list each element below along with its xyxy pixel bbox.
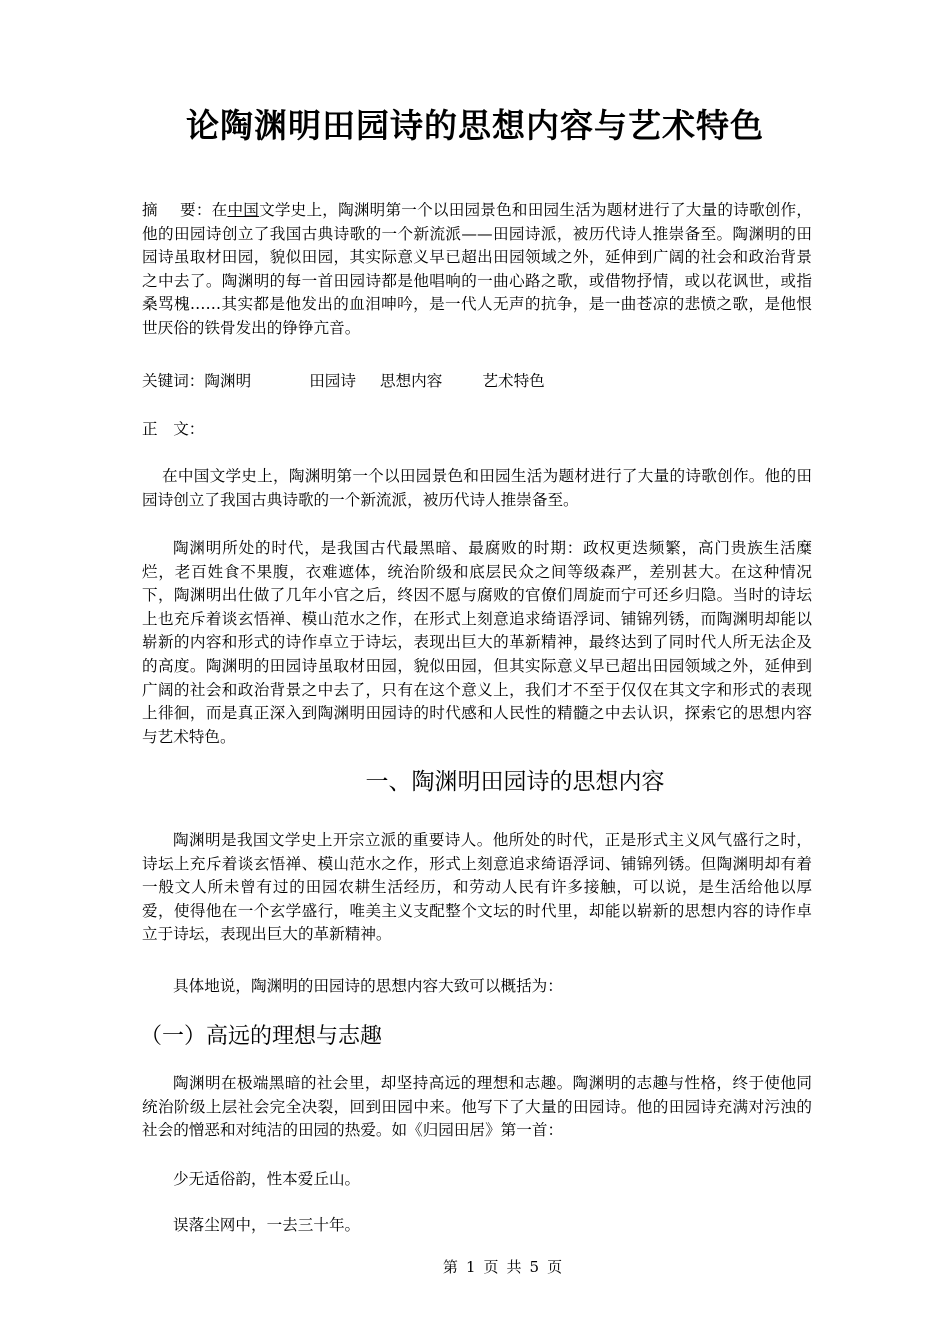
abstract-text: 文学史上，陶渊明第一个以田园景色和田园生活为题材进行了大量的诗歌创作，他的田园诗创立了我国古典诗歌的一个新流派——田园诗派，被历代诗人推崇备至。陶渊明的田园诗虽取材田园，貌似田园，其实际意义早已超出田园领域之外，延伸到广阔的社会和政治背景之中去了。陶渊明的每一首田园诗都是他唱响的一曲心路之歌，或借物抒情，或以花讽世，或指桑骂槐……其实都是他发出的血泪呻吟，是一代人无声的抗争，是一曲苍凉的悲愤之歌，是他恨世厌俗的铁骨发出的铮铮亢音。 [142,201,812,337]
paragraph-1: 在中国文学史上，陶渊明第一个以田园景色和田园生活为题材进行了大量的诗歌创作。他的田园诗创立了我国古典诗歌的一个新流派，被历代诗人推崇备至。 [142,467,812,509]
paragraph-2: 陶渊明所处的时代，是我国古代最黑暗、最腐败的时期：政权更迭频繁，高门贵族生活糜烂，老百姓食不果腹，衣难遮体，统治阶级和底层民众之间等级森严，差别甚大。在这种情况下，陶渊明出仕做了几年小官之后，终因不愿与腐败的官僚们周旋而宁可还乡归隐。当时的诗坛上也充斥着谈玄悟禅、模山范水之作，在形式上刻意追求绮语浮词、铺锦列锈，而陶渊明却能以崭新的内容和形式的诗作卓立于诗坛，表现出巨大的革新精神，最终达到了同时代人所无法企及的高度。陶渊明的田园诗虽取材田园，貌似田园，但其实际意义早已超出田园领域之外，延伸到广阔的社会和政治背景之中去了，只有在这个意义上，我们才不至于仅仅在其文字和形式的表现上徘徊，而是真正深入到陶渊明田园诗的时代感和人民性的精髓之中去认识，探索它的思想内容与艺术特色。 [142,539,812,746]
footer-text: 页 [483,1258,499,1276]
abstract-label-b: 要： [179,201,212,219]
document-title: 论陶渊明田园诗的思想内容与艺术特色 [186,106,764,145]
paragraph-4: 具体地说，陶渊明的田园诗的思想内容大致可以概括为： [173,977,563,995]
section-heading-1: 一、陶渊明田园诗的思想内容 [365,769,665,795]
poem-line-2: 误落尘网中，一去三十年。 [173,1216,361,1234]
footer-total-pages: 5 [529,1258,540,1276]
page-footer [0,1256,950,1277]
paragraph-3: 陶渊明是我国文学史上开宗立派的重要诗人。他所处的时代，正是形式主义风气盛行之时，诗坛上充斥着谈玄悟禅、模山范水之作，形式上刻意追求绮语浮词、铺锦列锈。但陶渊明却有着一般文人所未曾有过的田园农耕生活经历，和劳动人民有许多接触，可以说，是生活给他以厚爱，使得他在一个玄学盛行，唯美主义支配整个文坛的时代里，却能以崭新的思想内容的诗作卓立于诗坛，表现出巨大的革新精神。 [142,831,812,944]
body-label: 正 文： [142,420,205,438]
abstract [142,199,812,341]
keywords [142,370,812,394]
keyword-item: 艺术特色 [482,372,545,390]
keyword-item: 田园诗 [309,372,356,390]
footer-text: 共 [506,1258,522,1276]
keyword-item: 陶渊明 [204,372,252,390]
keywords-label: 关键词： [142,372,205,390]
china-link[interactable]: 中国 [227,201,260,219]
footer-text: 页 [547,1258,563,1276]
footer-page-number: 1 [465,1258,476,1276]
keyword-item: 思想内容 [379,372,443,390]
poem-line-1: 少无适俗韵，性本爱丘山。 [173,1170,361,1188]
abstract-pre-link: 在 [211,201,228,219]
paragraph-5: 陶渊明在极端黑暗的社会里，却坚持高远的理想和志趣。陶渊明的志趣与性格，终于使他同统治阶级上层社会完全决裂，回到田园中来。他写下了大量的田园诗。他的田园诗充满对污浊的社会的憎恶和对纯洁的田园的热爱。如《归园田居》第一首： [142,1074,812,1140]
subsection-heading-1: （一）高远的理想与志趣 [140,1024,383,1049]
abstract-label-a: 摘 [142,201,158,219]
footer-text: 第 [442,1258,458,1276]
abstract-label [142,201,212,219]
